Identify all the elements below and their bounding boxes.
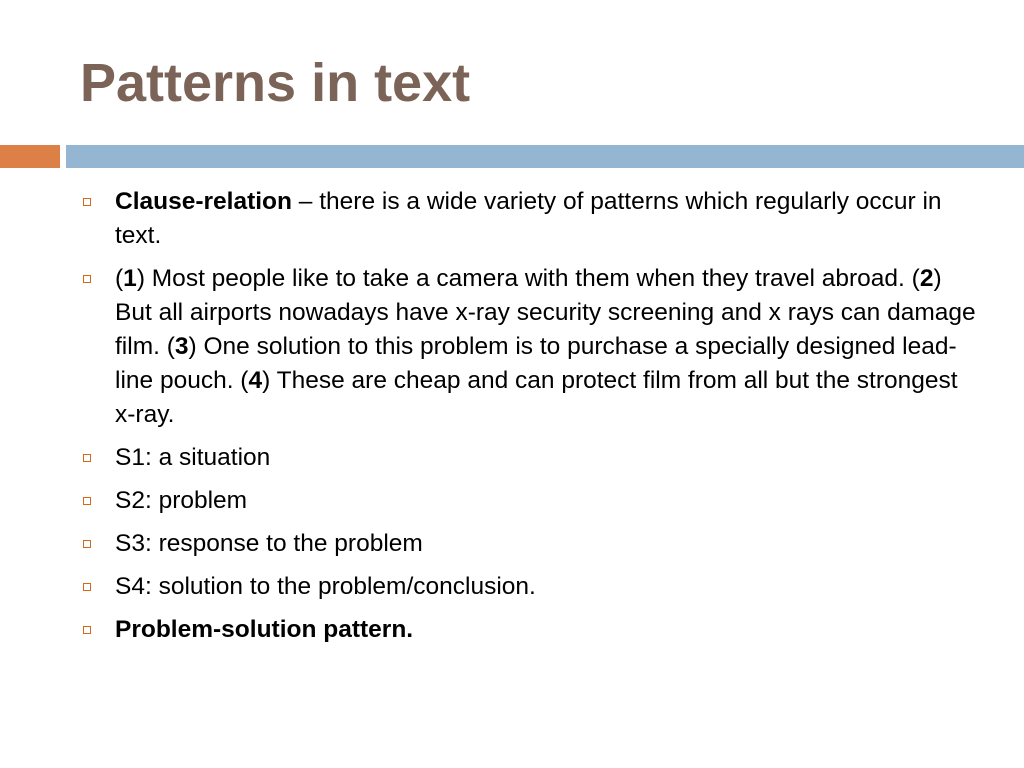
sentence-number-2: 2 [919,265,934,292]
sentence-text-4: ) These are cheap and can protect film from all but the strongest x-ray. [115,367,958,428]
bullet-text: S1: a situation [115,444,271,471]
paren-open: ( [115,265,124,292]
sentence-number-3: 3 [174,333,189,360]
bullet-term: Clause-relation [115,188,292,215]
square-bullet-icon [83,583,91,591]
sentence-text-1: ) Most people like to take a camera with them when they travel abroad. ( [136,265,920,292]
sentence-text-3: ) One solution to this problem is to purchase a specially designed lead-line pouch. ( [115,333,957,394]
square-bullet-icon [83,454,91,462]
bullet-text: S2: problem [115,487,248,514]
slide-title: Patterns in text [80,53,471,113]
square-bullet-icon [83,540,91,548]
bullet-text: S3: response to the problem [115,530,423,557]
bullet-term: Problem-solution pattern. [115,616,414,643]
bullet-item-clause-relation [80,185,980,253]
square-bullet-icon [83,275,91,283]
square-bullet-icon [83,626,91,634]
sentence-text-2: ) But all airports nowadays have x-ray security screening and x rays can damage film. ( [115,265,976,360]
square-bullet-icon [83,198,91,206]
bullet-item-s3 [80,527,980,561]
bullet-text: – there is a wide variety of patterns which regularly occur in text. [115,188,942,249]
bullet-list [80,185,980,656]
bullet-item-problem-solution [80,613,980,647]
bullet-item-example [80,262,980,432]
orange-accent-bar [0,145,60,168]
blue-accent-bar [66,145,1024,168]
sentence-number-4: 4 [248,367,263,394]
bullet-text: S4: solution to the problem/conclusion. [115,573,536,600]
bullet-item-s1 [80,441,980,475]
bullet-item-s2 [80,484,980,518]
bullet-item-s4 [80,570,980,604]
sentence-number-1: 1 [123,265,137,292]
square-bullet-icon [83,497,91,505]
